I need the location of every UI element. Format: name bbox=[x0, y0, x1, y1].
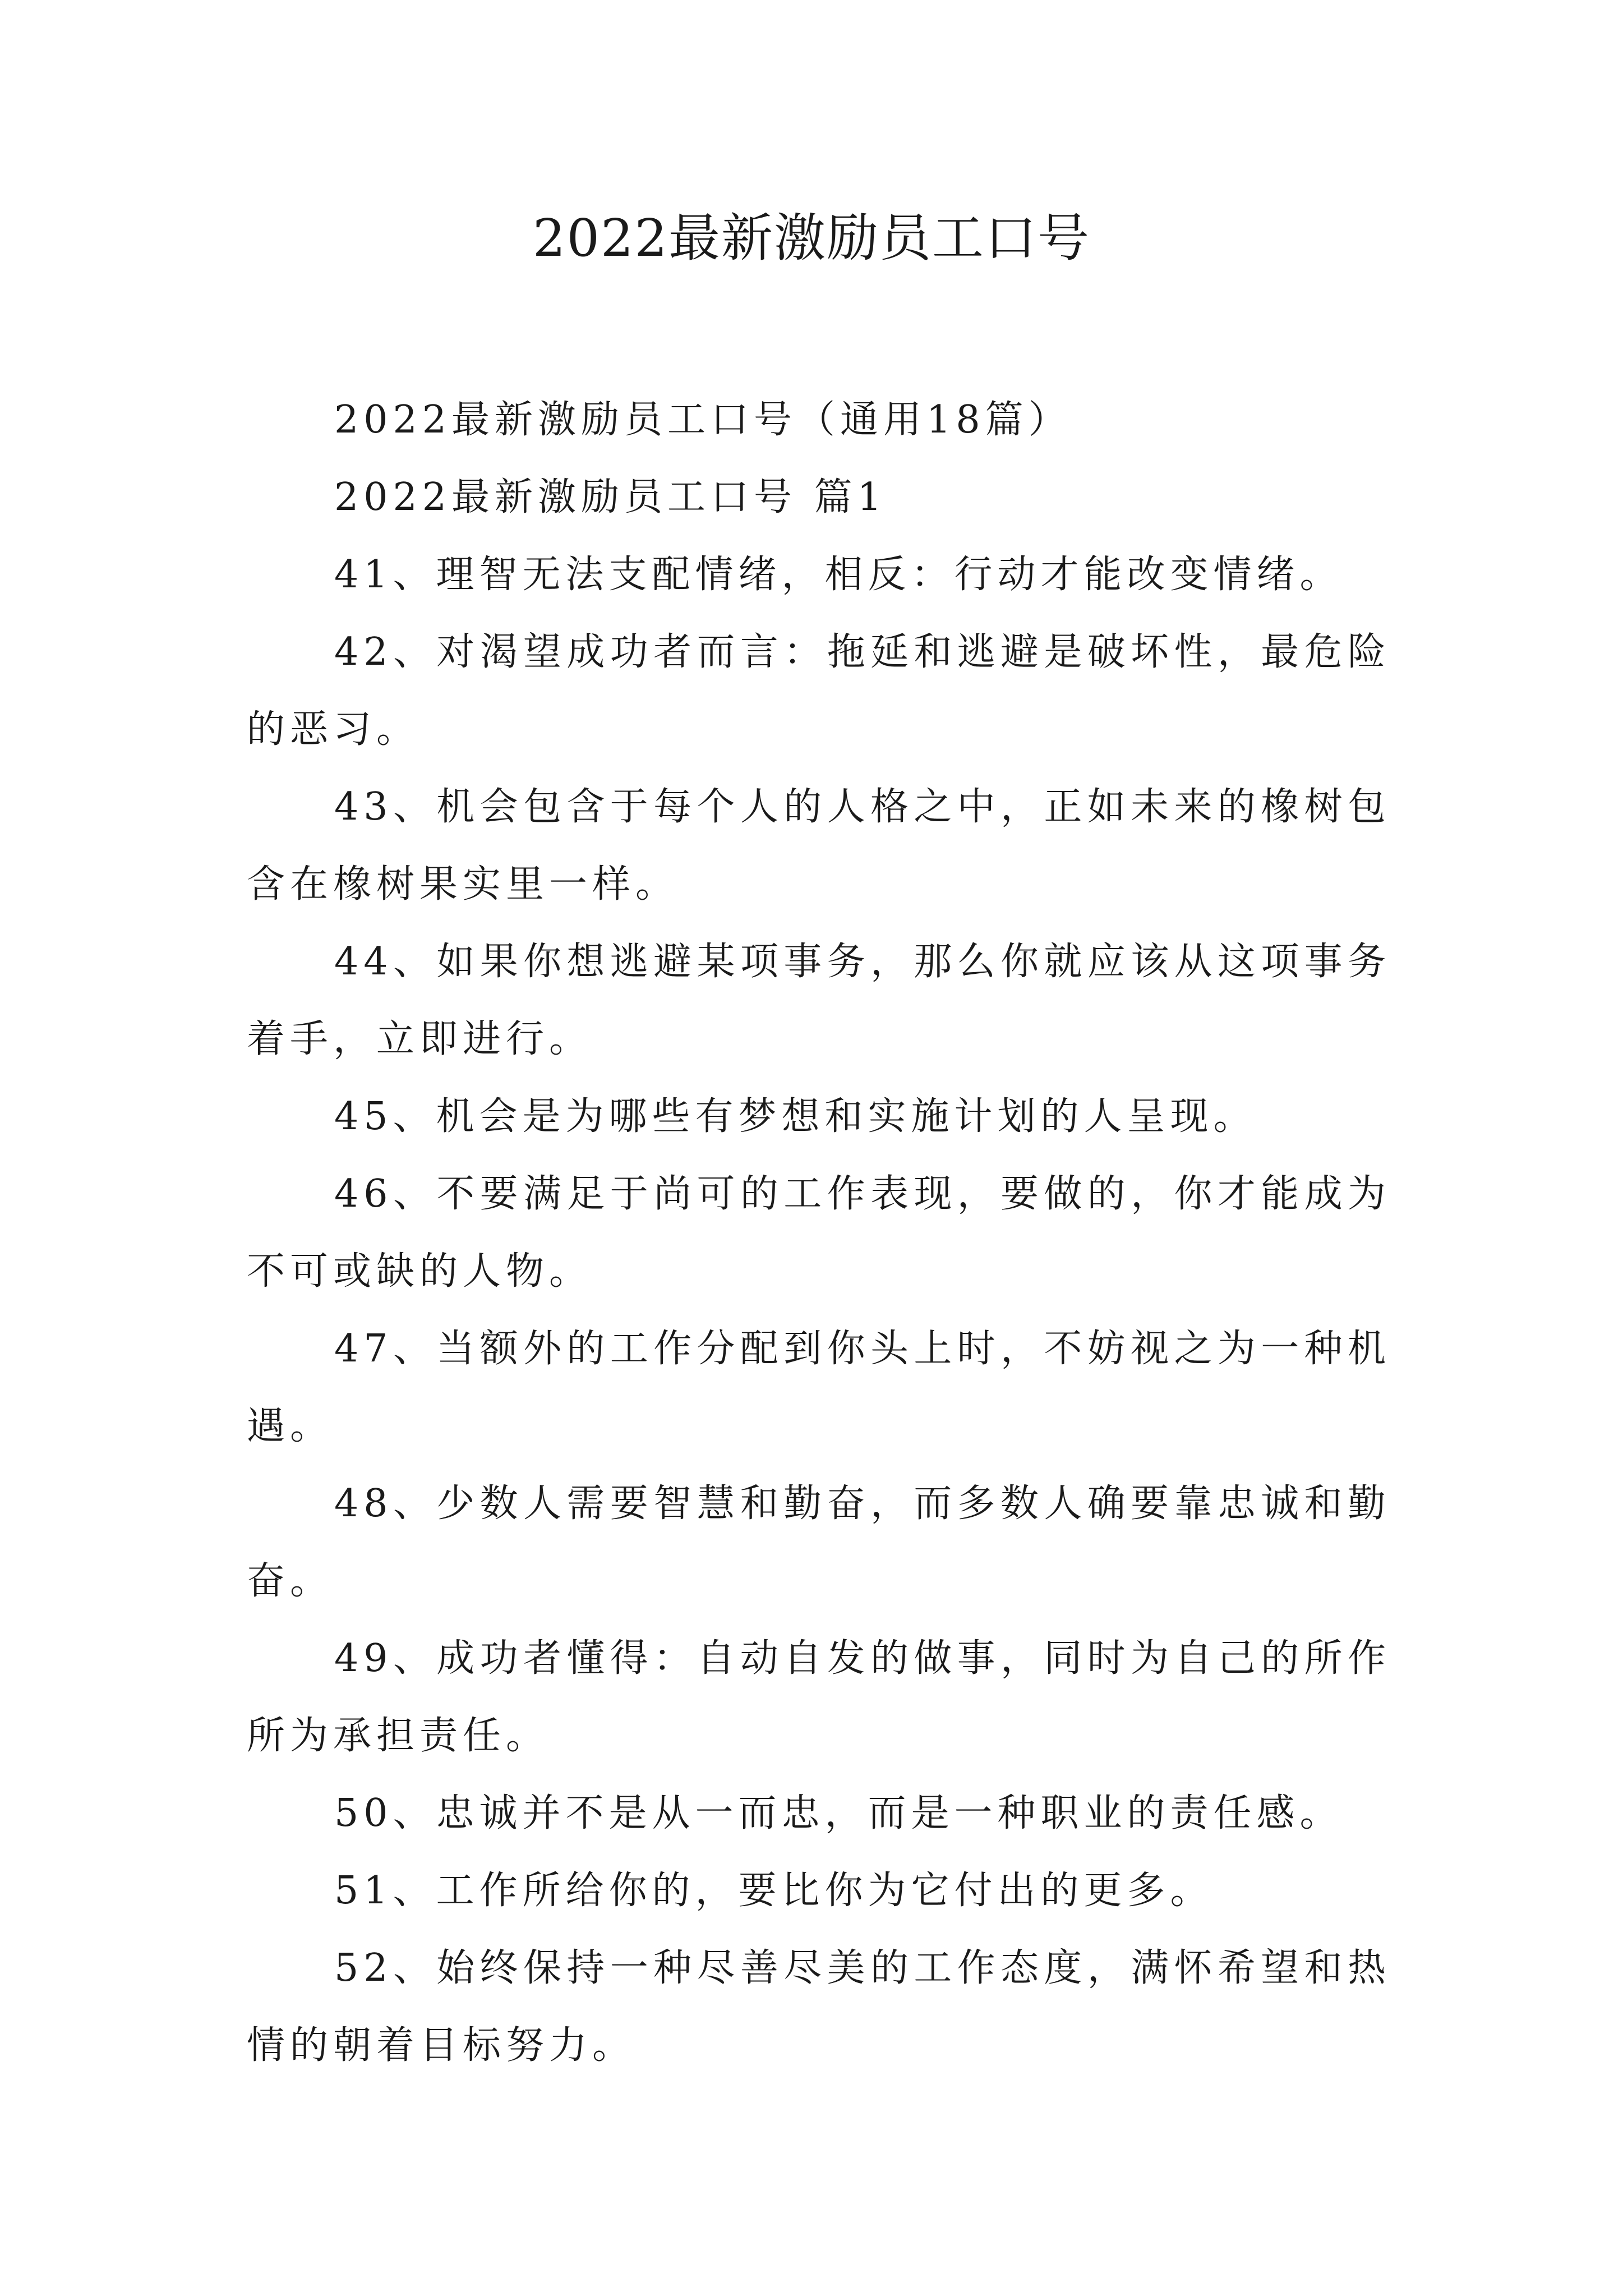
paragraph-item-49: 49、成功者懂得：自动自发的做事，同时为自己的所作所为承担责任。 bbox=[247, 1636, 1391, 1758]
paragraph-item-50: 50、忠诚并不是从一而忠，而是一种职业的责任感。 bbox=[334, 1791, 1343, 1835]
paragraph-subtitle: 2022最新激励员工口号（通用18篇） bbox=[334, 398, 1072, 442]
paragraph-item-44: 44、如果你想逃避某项事务，那么你就应该从这项事务着手，立即进行。 bbox=[247, 940, 1391, 1061]
document-title: 2022最新激励员工口号 bbox=[532, 208, 1091, 268]
paragraph-item-42: 42、对渴望成功者而言：拖延和逃避是破坏性，最危险的恶习。 bbox=[247, 630, 1391, 752]
paragraph-item-45: 45、机会是为哪些有梦想和实施计划的人呈现。 bbox=[334, 1094, 1257, 1139]
paragraph-item-46: 46、不要满足于尚可的工作表现，要做的，你才能成为不可或缺的人物。 bbox=[247, 1172, 1391, 1294]
paragraph-section-heading: 2022最新激励员工口号 篇1 bbox=[334, 475, 887, 519]
document-body bbox=[247, 381, 1391, 2085]
paragraph-item-43: 43、机会包含于每个人的人格之中，正如未来的橡树包含在橡树果实里一样。 bbox=[247, 785, 1391, 907]
paragraph-item-41: 41、理智无法支配情绪，相反：行动才能改变情绪。 bbox=[334, 553, 1343, 597]
paragraph-item-51: 51、工作所给你的，要比你为它付出的更多。 bbox=[334, 1869, 1214, 1913]
paragraph-item-52: 52、始终保持一种尽善尽美的工作态度，满怀希望和热情的朝着目标努力。 bbox=[247, 1946, 1391, 2068]
paragraph-item-47: 47、当额外的工作分配到你头上时，不妨视之为一种机遇。 bbox=[247, 1327, 1391, 1448]
paragraph-item-48: 48、少数人需要智慧和勤奋，而多数人确要靠忠诚和勤奋。 bbox=[247, 1481, 1391, 1603]
